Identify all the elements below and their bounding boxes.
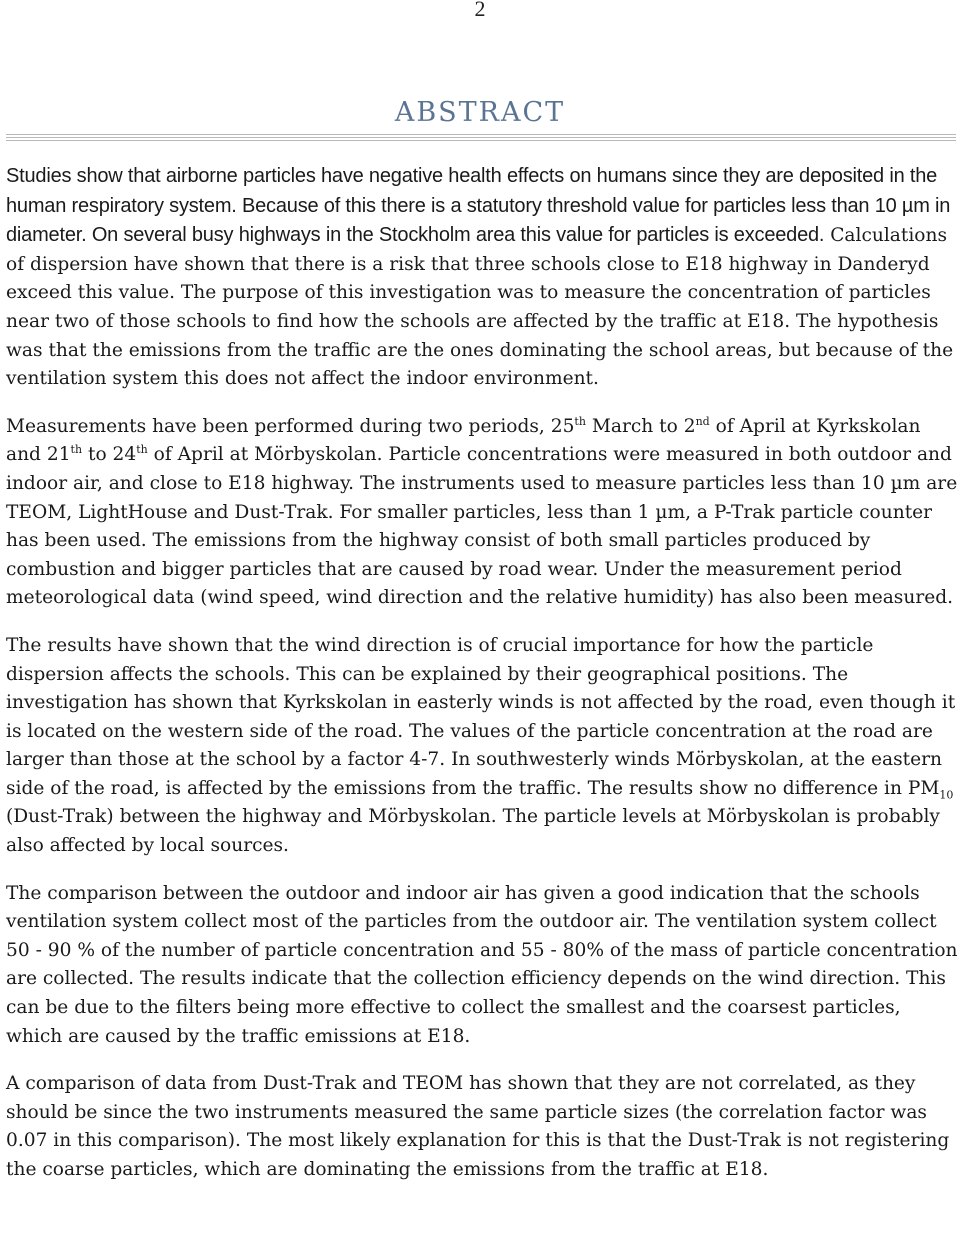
p2-text-2: March to 2 [585,415,696,437]
p3-text-1: The results have shown that the wind direction is of crucial importance for how the particle dispersion affects the schools. This can be explained by their geographical positions. The investigation has shown that Kyrkskolan in easterly winds is not affected by the road, even though it is located on the western side of the road. The values of the particle concentration at the road are larger than those at the school by a factor 4-7. In southwesterly winds Mörbyskolan, at the eastern side of the road, is affected by the emissions from the traffic. The results show no difference in PM [6,634,956,799]
p3-text-2: (Dust-Trak) between the highway and Mörbyskolan. The particle levels at Mörbyskolan is probably also affected by local sources. [6,806,940,857]
abstract-body [6,162,958,1204]
p3-sub-1: 10 [939,788,954,802]
p2-sup-4: th [136,443,148,457]
p2-text-3: of April at Kyrkskolan and 21 [6,415,921,466]
p2-sup-3: th [70,443,83,457]
p2-text-1: Measurements have been performed during two periods, 25 [6,415,575,437]
abstract-heading-container [0,97,960,128]
page-number: 2 [474,0,486,21]
abstract-paragraph-5: A comparison of data from Dust-Trak and TEOM has shown that they are not correlated, as they should be since the two instruments measured the same particle sizes (the correlation factor was 0.07 in this comparison). The most likely explanation for this is that the Dust-Trak is not registering the coarse particles, which are dominating the emissions from the traffic at E18. [6,1073,950,1180]
abstract-paragraph-4: The comparison between the outdoor and indoor air has given a good indication that the schools ventilation system collect most of the particles from the outdoor air. The ventilation system collect 50 - 90 % of the number of particle concentration and 55 - 80% of the mass of particle concentration are collected. The results indicate that the collection efficiency depends on the wind direction. This can be due to the filters being more effective to collect the smallest and the coarsest particles, which are caused by the traffic emissions at E18. [6,882,958,1047]
heading-divider [6,134,956,142]
p2-sup-2: nd [695,414,710,428]
abstract-heading: ABSTRACT [394,97,566,128]
p2-sup-1: th [574,414,586,428]
paragraph-1-part-b: Calculations of dispersion have shown that there is a risk that three schools close to E18 highway in Danderyd exceed this value. The purpose of this investigation was to measure the concentration of particles near two of those schools to find how the schools are affected by the traffic at E18. The hypothesis was that the emissions from the traffic are the ones dominating the school areas, but because of the ventilation system this does not affect the indoor environment. [6,225,954,390]
p2-text-4: to 24 [82,444,137,466]
p2-text-5: of April at Mörbyskolan. Particle concentrations were measured in both outdoor and indoor air, and close to E18 highway. The instruments used to measure particles less than 10 µm are TEOM, LightHouse and Dust-Trak. For smaller particles, less than 1 µm, a P-Trak particle counter has been used. The emissions from the highway consist of both small particles produced by combustion and bigger particles that are caused by road wear. Under the measurement period meteorological data (wind speed, wind direction and the relative humidity) has also been measured. [6,444,958,609]
abstract-paragraph-3 [6,632,958,861]
paragraph-1-part-a: Studies show that airborne particles have negative health effects on humans since they are deposited in the human respiratory system. Because of this there is a statutory threshold value for particles less than 10 µm in diameter. On several busy highways in the Stockholm area this value for particles is exceeded. [6,165,951,247]
abstract-paragraph-2 [6,413,958,613]
abstract-paragraph-1 [6,162,958,394]
